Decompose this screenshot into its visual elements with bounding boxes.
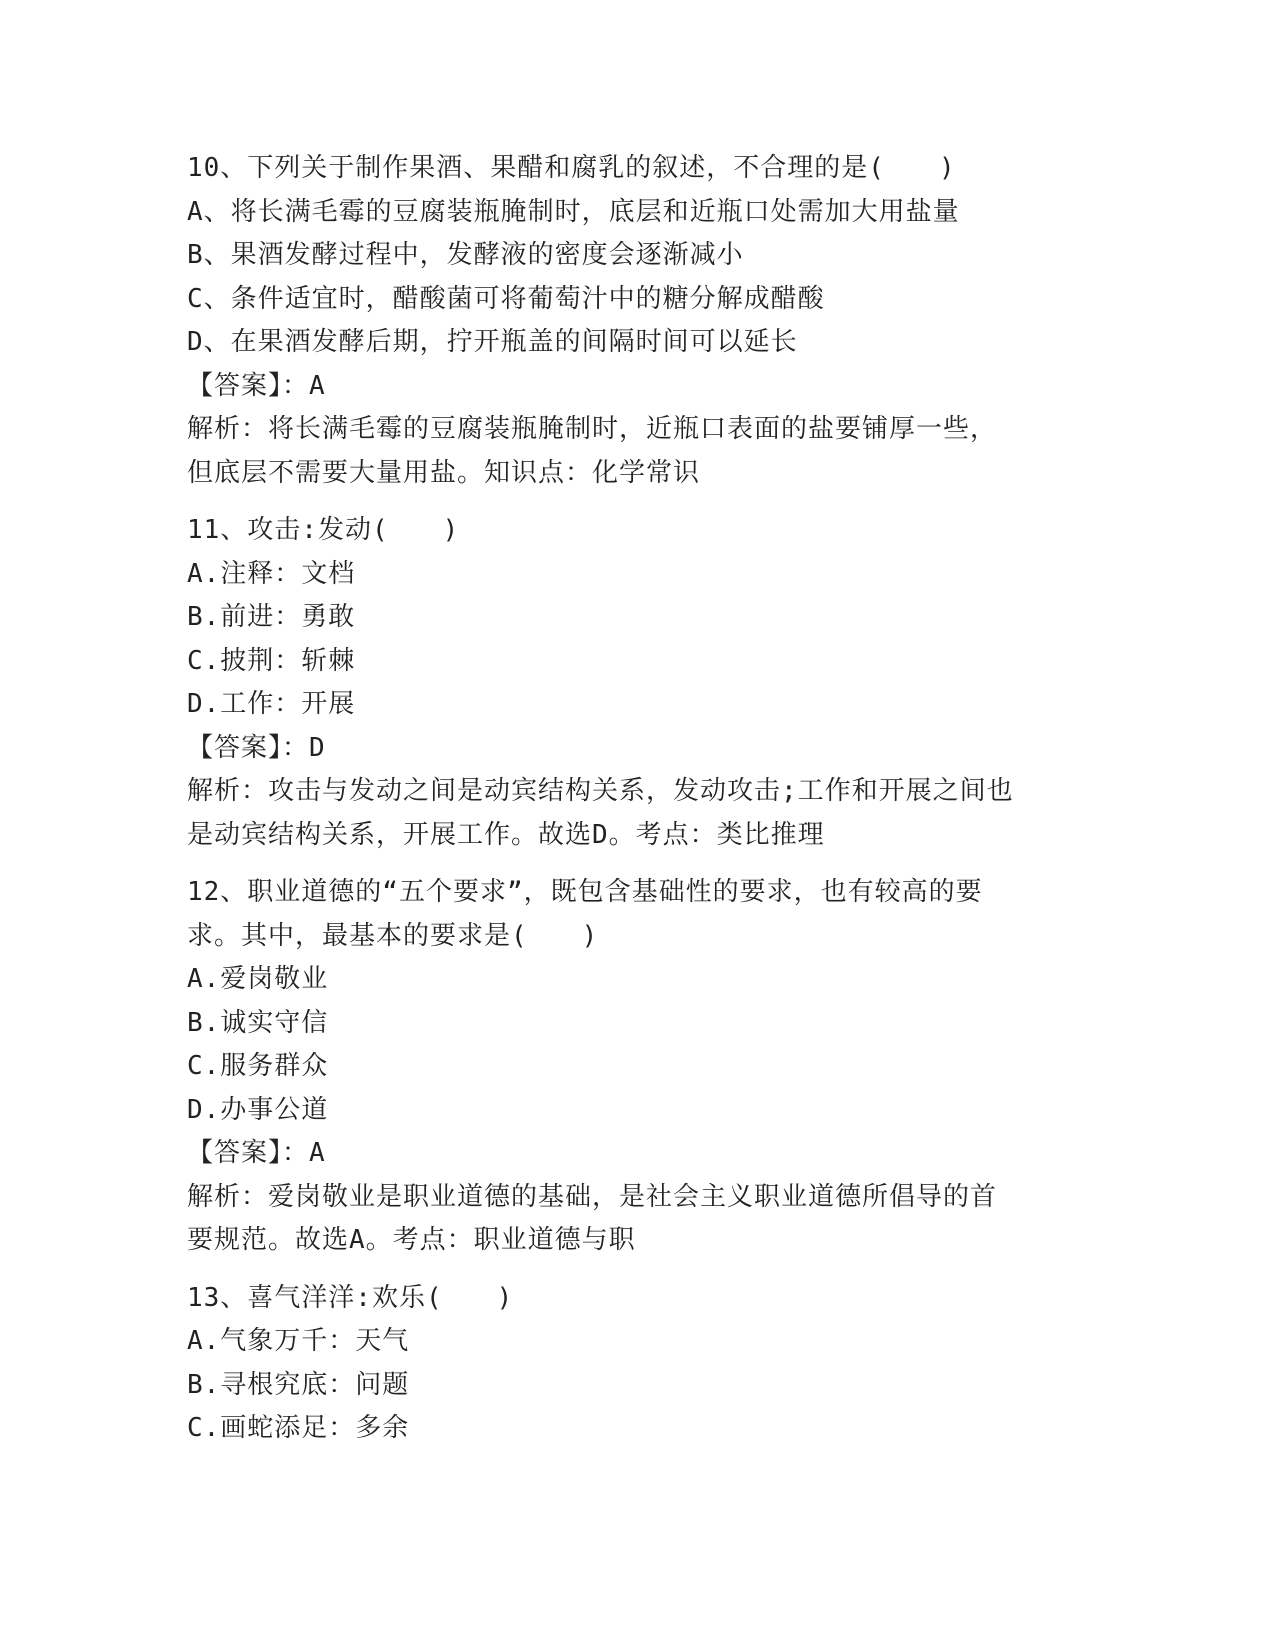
explanation-line: 但底层不需要大量用盐。知识点：化学常识	[187, 457, 701, 488]
explanation-line: 是动宾结构关系，开展工作。故选D。考点：类比推理	[187, 819, 825, 850]
question-stem: 10、下列关于制作果酒、果醋和腐乳的叙述，不合理的是( )	[187, 153, 956, 183]
option-c: C.服务群众	[187, 1051, 329, 1081]
option-c: C.披荆：斩棘	[187, 645, 356, 676]
answer: 【答案】：A	[187, 370, 326, 401]
answer: 【答案】：D	[187, 732, 326, 763]
option-d: D、在果酒发酵后期，拧开瓶盖的间隔时间可以延长	[187, 327, 798, 357]
question-stem: 求。其中，最基本的要求是( )	[187, 920, 599, 951]
question-10	[187, 147, 1087, 495]
option-b: B.前进：勇敢	[187, 602, 356, 632]
question-stem: 13、喜气洋洋:欢乐( )	[187, 1282, 514, 1313]
answer: 【答案】：A	[187, 1138, 326, 1168]
explanation-line: 解析：爱岗敬业是职业道德的基础，是社会主义职业道德所倡导的首	[187, 1181, 998, 1212]
explanation-line: 要规范。故选A。考点：职业道德与职	[187, 1225, 636, 1255]
option-a: A、将长满毛霉的豆腐装瓶腌制时，底层和近瓶口处需加大用盐量	[187, 196, 960, 227]
question-13	[187, 1277, 1087, 1451]
option-d: D.工作：开展	[187, 689, 356, 719]
option-a: A.注释：文档	[187, 558, 356, 589]
question-stem: 12、职业道德的“五个要求”，既包含基础性的要求，也有较高的要	[187, 877, 983, 907]
question-12	[187, 871, 1087, 1263]
document-page	[187, 147, 1087, 1465]
option-b: B.寻根究底：问题	[187, 1369, 410, 1400]
question-11	[187, 509, 1087, 857]
option-a: A.气象万千：天气	[187, 1326, 410, 1356]
explanation-line: 解析：攻击与发动之间是动宾结构关系，发动攻击;工作和开展之间也	[187, 776, 1014, 806]
option-c: C.画蛇添足：多余	[187, 1413, 410, 1443]
option-b: B.诚实守信	[187, 1007, 329, 1038]
option-d: D.办事公道	[187, 1094, 329, 1125]
option-c: C、条件适宜时，醋酸菌可将葡萄汁中的糖分解成醋酸	[187, 283, 825, 314]
question-stem: 11、攻击:发动( )	[187, 515, 460, 545]
explanation-line: 解析：将长满毛霉的豆腐装瓶腌制时，近瓶口表面的盐要铺厚一些，	[187, 414, 998, 444]
option-b: B、果酒发酵过程中，发酵液的密度会逐渐减小	[187, 240, 744, 270]
option-a: A.爱岗敬业	[187, 964, 329, 994]
